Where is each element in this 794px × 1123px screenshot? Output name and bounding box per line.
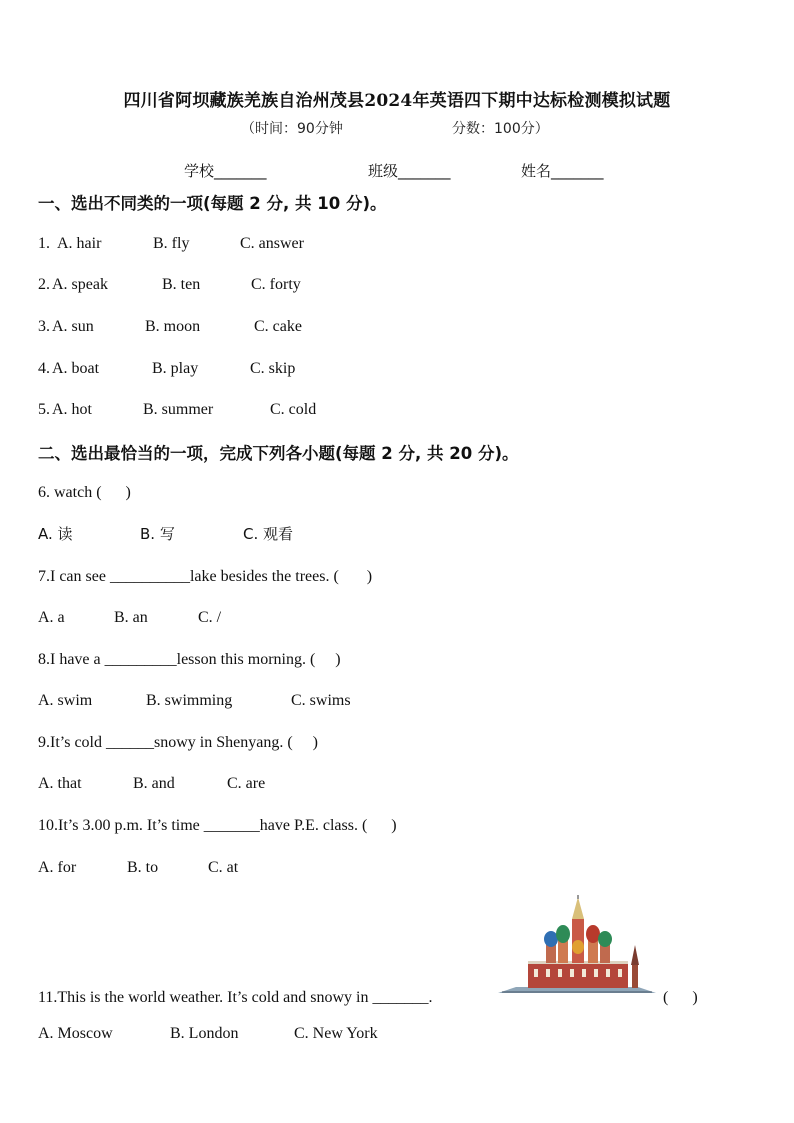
exam-title: 四川省阿坝藏族羌族自治州茂县2024年英语四下期中达标检测模拟试题: [123, 91, 671, 111]
school-field: 学校_______: [184, 162, 267, 180]
q3-num: 3.: [38, 318, 50, 335]
q9-option-a: A. that: [38, 775, 82, 792]
q6-stem: 6. watch ( ): [38, 484, 131, 501]
q3-option-b: B. moon: [145, 318, 201, 335]
q10-option-a: A. for: [38, 859, 77, 876]
q4-option-b: B. play: [152, 360, 199, 377]
q1-num: 1.: [38, 235, 54, 252]
q3-option-c: C. cake: [254, 318, 302, 335]
q5-option-b: B. summer: [143, 401, 214, 418]
section1-heading: 一、选出不同类的一项(每题 2 分, 共 10 分)。: [38, 194, 387, 213]
moscow-cathedral-illustration: [498, 895, 656, 995]
q10-option-b: B. to: [127, 859, 159, 876]
q5-option-c: C. cold: [270, 401, 317, 418]
q4-num: 4.: [38, 360, 50, 377]
q8-option-c: C. swims: [291, 692, 351, 709]
q9-option-c: C. are: [227, 775, 266, 792]
q4-option-a: A. boat: [52, 360, 100, 377]
exam-time: （时间：90分钟: [241, 121, 343, 137]
q7-option-b: B. an: [114, 609, 148, 626]
q8-option-a: A. swim: [38, 692, 93, 709]
q4-option-c: C. skip: [250, 360, 296, 377]
q6-option-a: A. 读: [38, 525, 73, 543]
exam-score: 分数：100分）: [452, 121, 549, 137]
q11-option-b: B. London: [170, 1025, 239, 1042]
q7-stem: 7.I can see __________lake besides the trees. ( ): [38, 568, 373, 585]
q11-stem: 11.This is the world weather. It’s cold and snowy in _______.: [38, 989, 433, 1006]
q6-option-c: C. 观看: [243, 525, 294, 543]
q8-option-b: B. swimming: [146, 692, 233, 709]
q5-num: 5.: [38, 401, 50, 418]
q10-stem: 10.It’s 3.00 p.m. It’s time _______have P.E. class. ( ): [38, 817, 397, 834]
q7-option-a: A. a: [38, 609, 65, 626]
q2-num: 2.: [38, 276, 50, 293]
q2-option-c: C. forty: [251, 276, 301, 293]
q10-option-c: C. at: [208, 859, 239, 876]
q8-stem: 8.I have a _________lesson this morning. ( ): [38, 651, 341, 668]
q7-option-c: C. /: [198, 609, 222, 626]
q11-paren: ( ): [663, 989, 698, 1006]
q6-option-b: B. 写: [140, 525, 175, 543]
q3-option-a: A. sun: [52, 318, 94, 335]
q9-stem: 9.It’s cold ______snowy in Shenyang. ( ): [38, 734, 318, 751]
q2-option-a: A. speak: [52, 276, 108, 293]
q11-option-c: C. New York: [294, 1025, 378, 1042]
q2-option-b: B. ten: [162, 276, 201, 293]
q1-option-c: C. answer: [240, 235, 304, 252]
q5-option-a: A. hot: [52, 401, 92, 418]
q1-option-b: B. fly: [153, 235, 190, 252]
q9-option-b: B. and: [133, 775, 175, 792]
name-field: 姓名_______: [521, 162, 604, 180]
class-field: 班级_______: [368, 162, 451, 180]
q11-option-a: A. Moscow: [38, 1025, 113, 1042]
q1-option-a: A. hair: [57, 235, 102, 252]
section2-heading: 二、选出最恰当的一项，完成下列各小题(每题 2 分, 共 20 分)。: [38, 444, 519, 463]
